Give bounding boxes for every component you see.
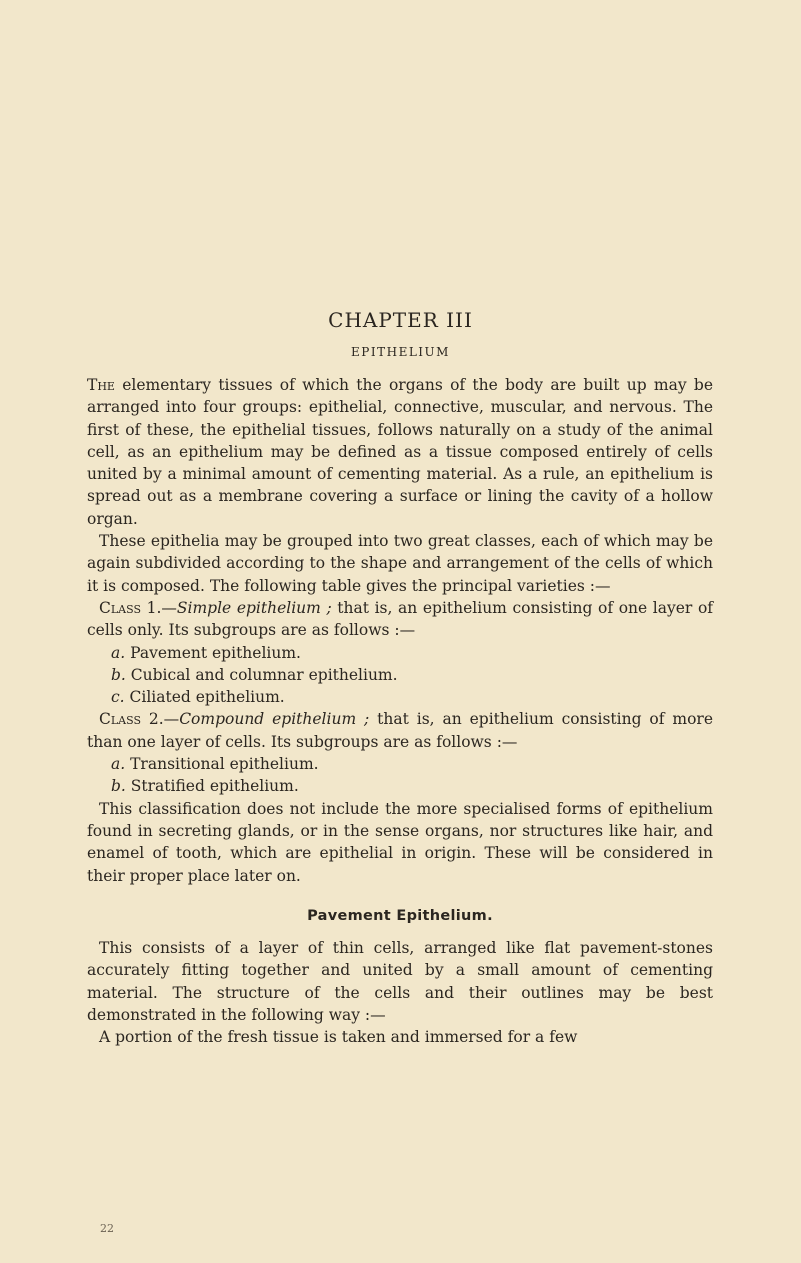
item-text: Transitional epithelium. [125, 755, 319, 774]
item-letter: a. [111, 643, 126, 662]
list-item [87, 775, 713, 797]
paragraph-intro-text: elementary tissues of which the organs of the body are built up may be arranged into four groups: epithelial, connective, muscular, and nervous. The first of these, the epithelial tissues, follows naturally on a study of the animal cell, as an epithelium may be defined as a tissue composed entirely of cells united by a minimal amount of cementing material. As a rule, an epithelium is spread out as a membrane covering a surface or lining the cavity of a hollow organ. [87, 376, 713, 528]
list-item [87, 686, 713, 708]
lead-word: The [87, 376, 115, 394]
item-letter: b. [111, 665, 126, 684]
paragraph-pavement: This consists of a layer of thin cells, arranged like flat pavement-stones accurately fitting together and united by a small amount of cementing material. The structure of the cells and their outlines may be best demonstrated in the following way :— [87, 939, 713, 1025]
page-number: 22 [100, 1222, 114, 1235]
class-1-name: Simple epithelium ; [176, 598, 332, 617]
class-1-label: Class 1.— [99, 598, 177, 617]
item-letter: c. [111, 688, 125, 707]
class-2-entry [87, 708, 713, 753]
paragraph-classification-note: This classification does not include the more specialised forms of epithelium found in secreting glands, or in the sense organs, nor structures like hair, and enamel of tooth, which are epithelial in origin. These will be considered in their proper place later on. [87, 799, 713, 885]
item-text: Ciliated epithelium. [124, 688, 285, 707]
list-item [87, 753, 713, 775]
item-letter: b. [111, 777, 126, 796]
list-item [87, 642, 713, 664]
class-1-entry [87, 597, 713, 642]
item-text: Stratified epithelium. [125, 777, 299, 796]
list-item [87, 664, 713, 686]
chapter-heading: CHAPTER III [328, 308, 473, 332]
paragraph-intro [87, 374, 713, 530]
body-text [87, 374, 713, 1049]
class-2-text: that is, an epithelium consisting of more than one layer of cells. Its subgroups are as follows :— [87, 710, 714, 751]
section-heading: Pavement Epithelium. [307, 907, 493, 924]
paragraph-classes: These epithelia may be grouped into two great classes, each of which may be again subdivided according to the shape and arrangement of the cells of which it is composed. The following table gives the principal varieties :— [87, 532, 713, 595]
item-letter: a. [111, 755, 126, 774]
item-text: Cubical and columnar epithelium. [125, 665, 398, 684]
chapter-subtitle: EPITHELIUM [351, 345, 450, 359]
class-1-text: that is, an epithelium consisting of one layer of cells only. Its subgroups are as follows :— [87, 598, 714, 640]
paragraph-method: A portion of the fresh tissue is taken and immersed for a few [99, 1028, 578, 1047]
class-2-name: Compound epithelium ; [179, 710, 370, 729]
item-text: Pavement epithelium. [125, 643, 301, 662]
class-2-label: Class 2.— [99, 710, 180, 729]
